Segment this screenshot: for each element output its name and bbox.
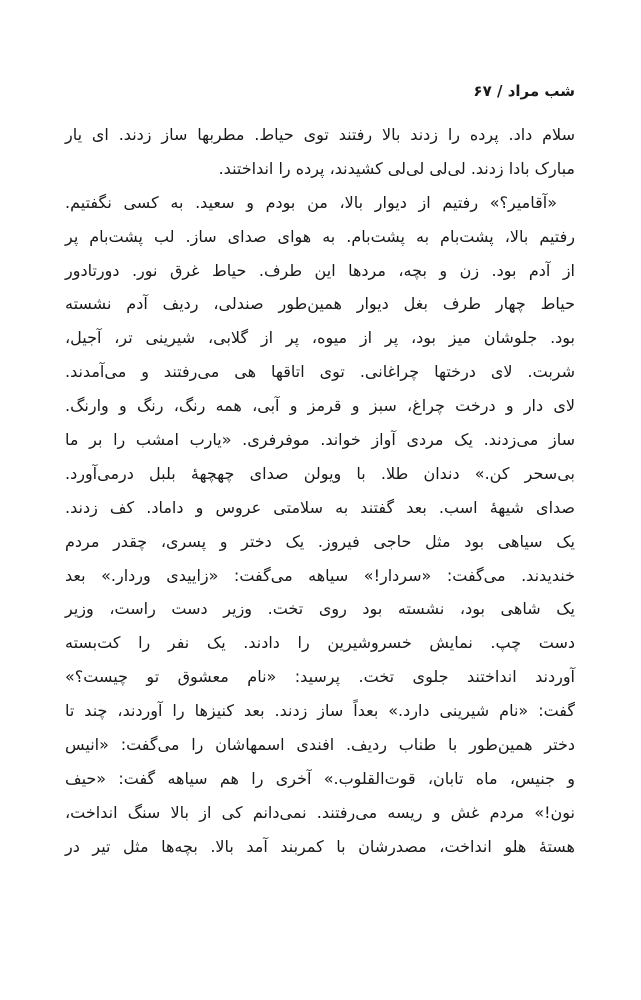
text-line: هستۀ هلو انداخت، مصدرشان با کمربند آمد بالا. بچه‌ها مثل تیر در — [65, 836, 575, 856]
text-line: آوردند انداختند جلوی تخت. پرسید: «نام معشوق تو چیست؟» — [65, 667, 575, 687]
text-line: خندیدند. می‌گفت: «سردار!» سیاهه می‌گفت: «زاییدی وردار.» بعد — [65, 565, 575, 585]
text-line: بود. جلوشان میز بود، پر از میوه، پر از گلابی، شیرینی تر، آجیل، — [65, 328, 575, 348]
text-line: بی‌سحر کن.» دندان طلا. با ویولن صدای چهچهۀ بلبل درمی‌آورد. — [65, 463, 575, 483]
text-line: لای دار و درخت چراغ، سبز و قرمز و آبی، همه رنگ، رنگ و وارنگ. — [65, 396, 575, 416]
page-number: ۶۷ — [473, 82, 492, 100]
text-line: مبارک بادا زدند. لی‌لی لی‌لی کشیدند، پرده را انداختند. — [218, 158, 575, 178]
book-title: شب مراد — [507, 82, 575, 100]
text-line: حیاط چهار طرف بغل دیوار همین‌طور صندلی، ردیف آدم نشسته — [65, 294, 575, 314]
header-separator: / — [496, 82, 503, 100]
running-header — [473, 82, 575, 100]
text-line: دختر همین‌طور با طناب ردیف. افندی اسمهاشان را می‌گفت: «انیس — [65, 735, 575, 755]
text-line: و جنیس، ماه تابان، قوت‌القلوب.» آخری را هم سیاهه گفت: «حیف — [65, 768, 575, 788]
text-line: «آقامیر؟» رفتیم از دیوار بالا، من بودم و سعید. به کسی نگفتیم. — [65, 192, 557, 212]
text-line: گفت: «نام شیرینی دارد.» بعداً ساز زدند. بعد کنیزها را آوردند، چند تا — [65, 701, 575, 721]
text-line: شربت. لای درختها چراغانی. توی اتاقها هی می‌رفتند و می‌آمدند. — [65, 362, 575, 382]
text-line: رفتیم بالا، پشت‌بام به پشت‌بام. به هوای صدای ساز. لب پشت‌بام پر — [65, 226, 575, 246]
text-line: سلام داد. پرده را زدند بالا رفتند توی حیاط. مطربها ساز زدند. ای یار — [65, 125, 575, 144]
text-line: یک سیاهی بود مثل حاجی فیروز. یک دختر و پسری، چقدر مردم — [65, 531, 575, 551]
text-line: صدای شیهۀ اسب. بعد گفتند به سلامتی عروس و داماد. کف زدند. — [65, 497, 575, 517]
text-line: از آدم بود. زن و بچه، مردها این طرف. حیاط غرق نور. دورتادور — [65, 260, 575, 280]
text-line: نون!» مردم غش و ریسه می‌رفتند. نمی‌دانم کی از بالا سنگ انداخت، — [65, 802, 575, 822]
text-line: دست چپ. نمایش خسروشیرین را دادند. یک نفر را کت‌بسته — [65, 633, 575, 653]
body-text — [65, 118, 575, 864]
text-line: ساز می‌زدند. یک مردی آواز خواند. موفرفری. «یارب امشب را بر ما — [65, 430, 575, 450]
text-line: یک شاهی بود، نشسته بود روی تخت. وزیر دست راست، وزیر — [65, 599, 575, 619]
